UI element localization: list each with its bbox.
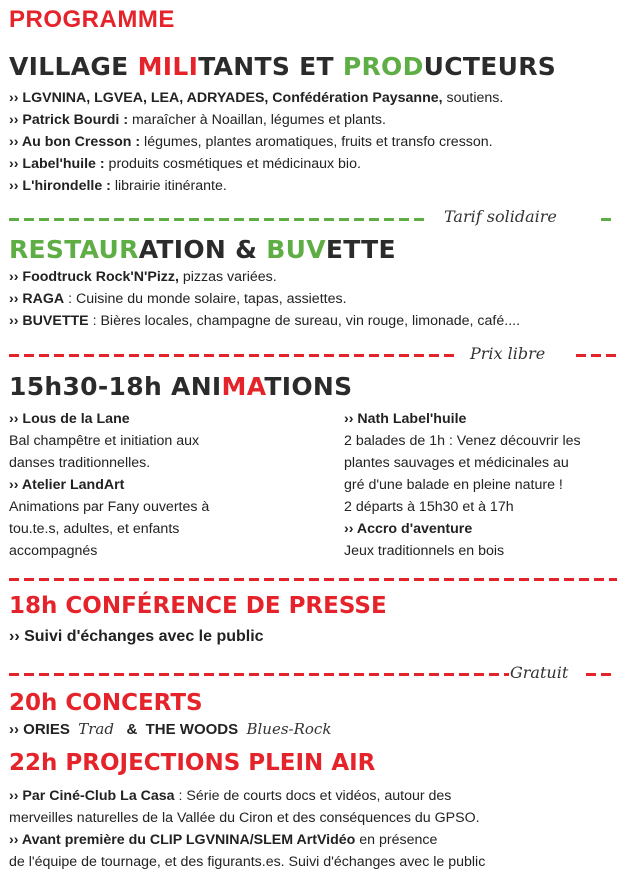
arrow-icon: ››: [9, 832, 22, 848]
item-name: LGVNINA, LGVEA, LEA, ADRYADES, Confédération Paysanne,: [22, 90, 443, 106]
item-text: danses traditionnelles.: [9, 455, 151, 471]
restauration-heading-part: ATION &: [138, 235, 267, 264]
arrow-icon: ››: [9, 269, 23, 285]
list-item: [344, 408, 581, 430]
arrow-icon: ››: [9, 178, 23, 194]
arrow-icon: ››: [9, 788, 23, 804]
item-name: Patrick Bourdi :: [22, 112, 129, 128]
item-text: soutiens.: [442, 90, 504, 106]
arrow-icon: ››: [344, 411, 358, 427]
item-text: : Série de courts docs et vidéos, autour des: [174, 788, 452, 804]
list-item: [9, 829, 485, 851]
arrow-icon: ››: [9, 156, 23, 172]
arrow-icon: ››: [9, 721, 24, 738]
village-heading-part: TANTS ET: [198, 52, 343, 81]
projections-list: [9, 785, 485, 873]
restauration-heading: [9, 235, 396, 264]
restauration-heading-part: RESTAUR: [9, 235, 139, 264]
list-item: [9, 266, 520, 288]
arrow-icon: ››: [9, 313, 23, 329]
divider: [601, 218, 615, 221]
item-name: Lous de la Lane: [22, 411, 130, 427]
list-item: [9, 175, 503, 197]
list-item: [9, 131, 503, 153]
list-item: [9, 109, 503, 131]
item-name: L'hirondelle :: [22, 178, 111, 194]
item-name: Foodtruck Rock'N'Pizz,: [22, 269, 179, 285]
genre-trad: Trad: [78, 720, 114, 738]
divider: [9, 673, 509, 676]
restauration-heading-part: ETTE: [325, 235, 396, 264]
divider: [9, 354, 459, 357]
list-item: [9, 310, 520, 332]
list-item: [9, 87, 503, 109]
item-name: BUVETTE: [22, 313, 89, 329]
item-name: Avant première du CLIP LGVNINA/SLEM ArtVidéo: [21, 832, 356, 848]
village-list: [9, 87, 503, 197]
item-name: Nath Label'huile: [357, 411, 467, 427]
village-heading-part: VILLAGE: [9, 52, 138, 81]
item-text: légumes, plantes aromatiques, fruits et transfo cresson.: [140, 134, 493, 150]
presse-line: [9, 626, 264, 648]
arrow-icon: ››: [9, 477, 22, 493]
item-text: 2 départs à 15h30 et à 17h: [344, 499, 514, 515]
item-text: plantes sauvages et médicinales au: [344, 455, 569, 471]
item-text: librairie itinérante.: [110, 178, 227, 194]
item-text: merveilles naturelles de la Vallée du Ciron et des conséquences du GPSO.: [9, 810, 480, 826]
prix-label: Prix libre: [470, 344, 546, 363]
list-item: [9, 408, 209, 430]
amp-sign: &: [126, 721, 138, 738]
animations-heading: [9, 372, 352, 401]
list-item: [9, 474, 209, 496]
band-ories: ORIES: [23, 721, 70, 738]
presse-heading: 18h CONFÉRENCE DE PRESSE: [9, 593, 387, 619]
village-heading: [9, 52, 556, 81]
item-text: de l'équipe de tournage, et des figurants.es. Suivi d'échanges avec le public: [9, 854, 486, 870]
arrow-icon: ››: [344, 521, 357, 537]
list-item: [9, 153, 503, 175]
item-text: : Cuisine du monde solaire, tapas, assiettes.: [64, 291, 347, 307]
item-name: Au bon Cresson :: [21, 134, 141, 150]
list-item: [9, 785, 485, 807]
arrow-icon: ››: [9, 628, 25, 645]
village-heading-part: MILI: [137, 52, 199, 81]
item-text: Animations par Fany ouvertes à: [9, 499, 210, 515]
arrow-icon: ››: [9, 411, 23, 427]
village-heading-part: PROD: [342, 52, 424, 81]
divider: [576, 354, 616, 357]
item-text: 2 balades de 1h : Venez découvrir les: [344, 433, 581, 449]
list-item: [344, 518, 581, 540]
animations-left: [9, 408, 209, 562]
item-text: tou.te.s, adultes, et enfants: [9, 521, 180, 537]
item-name: RAGA: [22, 291, 65, 307]
restauration-list: [9, 266, 520, 332]
item-name: Atelier LandArt: [21, 477, 125, 493]
divider: [9, 578, 617, 581]
item-text: accompagnés: [9, 543, 98, 559]
projections-heading: 22h PROJECTIONS PLEIN AIR: [9, 750, 376, 776]
item-text: en présence: [355, 832, 438, 848]
item-text: maraîcher à Noaillan, légumes et plants.: [128, 112, 386, 128]
gratuit-label: Gratuit: [510, 663, 569, 682]
arrow-icon: ››: [9, 112, 23, 128]
village-heading-part: UCTEURS: [423, 52, 557, 81]
animations-heading-part: 15h30-18h ANI: [9, 372, 222, 401]
genre-blues-rock: Blues-Rock: [246, 720, 332, 738]
item-text: Jeux traditionnels en bois: [344, 543, 505, 559]
presse-text: Suivi d'échanges avec le public: [24, 628, 264, 645]
tarif-label: Tarif solidaire: [444, 207, 557, 226]
concerts-heading: 20h CONCERTS: [9, 690, 203, 716]
arrow-icon: ››: [9, 291, 23, 307]
divider: [586, 673, 616, 676]
programme-title: PROGRAMME: [9, 6, 175, 33]
list-item: [9, 288, 520, 310]
item-name: Par Ciné-Club La Casa: [22, 788, 175, 804]
band-the-woods: THE WOODS: [145, 721, 239, 738]
item-text: produits cosmétiques et médicinaux bio.: [104, 156, 361, 172]
item-text: pizzas variées.: [178, 269, 277, 285]
item-text: : Bières locales, champagne de sureau, vin rouge, limonade, café....: [88, 313, 521, 329]
concerts-line: [9, 718, 331, 741]
item-name: Label'huile :: [22, 156, 105, 172]
item-name: Accro d'aventure: [356, 521, 473, 537]
animations-heading-part: MA: [221, 372, 265, 401]
divider: [9, 218, 429, 221]
animations-heading-part: TIONS: [264, 372, 353, 401]
item-text: Bal champêtre et initiation aux: [9, 433, 200, 449]
animations-right: [344, 408, 581, 562]
arrow-icon: ››: [9, 90, 23, 106]
item-text: gré d'une balade en pleine nature !: [344, 477, 563, 493]
arrow-icon: ››: [9, 134, 22, 150]
restauration-heading-part: BUV: [266, 235, 326, 264]
